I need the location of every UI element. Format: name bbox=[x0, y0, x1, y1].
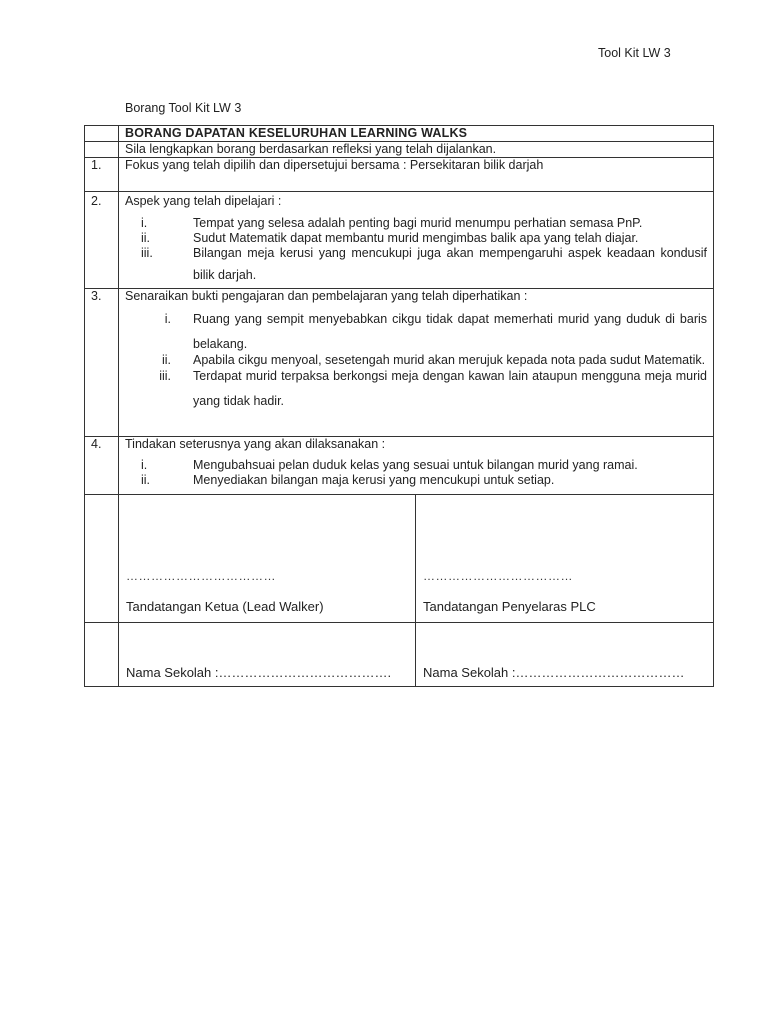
school-name-cell-right bbox=[416, 623, 714, 687]
empty-cell bbox=[85, 623, 119, 687]
item-text: Sudut Matematik dapat membantu murid mengimbas balik apa yang telah diajar. bbox=[193, 231, 639, 245]
item-numeral: ii. bbox=[141, 231, 151, 245]
section-text: Fokus yang telah dipilih dan dipersetujui bersama : Persekitaran bilik darjah bbox=[125, 158, 544, 172]
section-focus bbox=[119, 158, 714, 192]
list-item bbox=[125, 458, 707, 473]
list-item bbox=[125, 364, 707, 414]
item-list bbox=[125, 307, 707, 414]
item-numeral: iii. bbox=[159, 369, 171, 383]
lead-walker-signature-cell bbox=[119, 495, 416, 623]
item-list bbox=[125, 216, 707, 286]
form-title: Borang Tool Kit LW 3 bbox=[125, 101, 242, 115]
item-numeral: iii. bbox=[141, 246, 153, 260]
section-row-2 bbox=[85, 192, 714, 289]
school-name-cell-left bbox=[119, 623, 416, 687]
section-number: 1. bbox=[85, 158, 119, 192]
section-text: Aspek yang telah dipelajari : bbox=[125, 194, 282, 208]
section-number: 3. bbox=[85, 289, 119, 437]
signature-line: ……………………………… bbox=[423, 569, 573, 583]
item-text: Terdapat murid terpaksa berkongsi meja dengan kawan lain ataupun mengguna meja murid yang tidak hadir. bbox=[193, 369, 708, 408]
item-numeral: ii. bbox=[161, 353, 171, 367]
section-number: 2. bbox=[85, 192, 119, 289]
section-text: Senaraikan bukti pengajaran dan pembelajaran yang telah diperhatikan : bbox=[125, 289, 528, 303]
form-instruction: Sila lengkapkan borang berdasarkan refleksi yang telah dijalankan. bbox=[119, 142, 714, 158]
item-numeral: i. bbox=[141, 458, 148, 472]
instruction-row bbox=[85, 142, 714, 158]
empty-cell bbox=[85, 142, 119, 158]
plc-coordinator-signature-label: Tandatangan Penyelaras PLC bbox=[423, 599, 596, 614]
item-text: Bilangan meja kerusi yang mencukupi juga akan mempengaruhi aspek keadaan kondusif bilik darjah. bbox=[193, 246, 708, 282]
form-heading: BORANG DAPATAN KESELURUHAN LEARNING WALKS bbox=[119, 126, 714, 142]
heading-row bbox=[85, 126, 714, 142]
section-row-3 bbox=[85, 289, 714, 437]
school-name-row bbox=[85, 623, 714, 687]
item-numeral: i. bbox=[141, 216, 148, 230]
list-item bbox=[125, 246, 707, 286]
document-reference: Tool Kit LW 3 bbox=[598, 46, 671, 60]
empty-cell bbox=[85, 126, 119, 142]
section-next-actions bbox=[119, 437, 714, 495]
signature-line: ……………………………… bbox=[126, 569, 276, 583]
item-text: Tempat yang selesa adalah penting bagi murid menumpu perhatian semasa PnP. bbox=[193, 216, 643, 230]
school-name-field: Nama Sekolah :………………………………… bbox=[423, 665, 685, 680]
item-text: Ruang yang sempit menyebabkan cikgu tidak dapat memerhati murid yang duduk di baris belakang. bbox=[193, 312, 708, 351]
section-number: 4. bbox=[85, 437, 119, 495]
list-item bbox=[125, 473, 707, 488]
item-numeral: i. bbox=[164, 312, 171, 326]
item-text: Mengubahsuai pelan duduk kelas yang sesuai untuk bilangan murid yang ramai. bbox=[193, 458, 638, 472]
signature-row bbox=[85, 495, 714, 623]
lead-walker-signature-label: Tandatangan Ketua (Lead Walker) bbox=[126, 599, 324, 614]
section-row-1 bbox=[85, 158, 714, 192]
section-aspects bbox=[119, 192, 714, 289]
school-name-field: Nama Sekolah :…………………………………. bbox=[126, 665, 392, 680]
section-row-4 bbox=[85, 437, 714, 495]
section-evidence bbox=[119, 289, 714, 437]
findings-form-table bbox=[84, 125, 714, 687]
plc-coordinator-signature-cell bbox=[416, 495, 714, 623]
section-text: Tindakan seterusnya yang akan dilaksanakan : bbox=[125, 437, 386, 451]
item-text: Menyediakan bilangan maja kerusi yang mencukupi untuk setiap. bbox=[193, 473, 555, 487]
item-numeral: ii. bbox=[141, 473, 151, 487]
empty-cell bbox=[85, 495, 119, 623]
item-text: Apabila cikgu menyoal, sesetengah murid akan merujuk kepada nota pada sudut Matematik. bbox=[193, 353, 706, 367]
item-list bbox=[125, 458, 707, 488]
list-item bbox=[125, 216, 707, 231]
